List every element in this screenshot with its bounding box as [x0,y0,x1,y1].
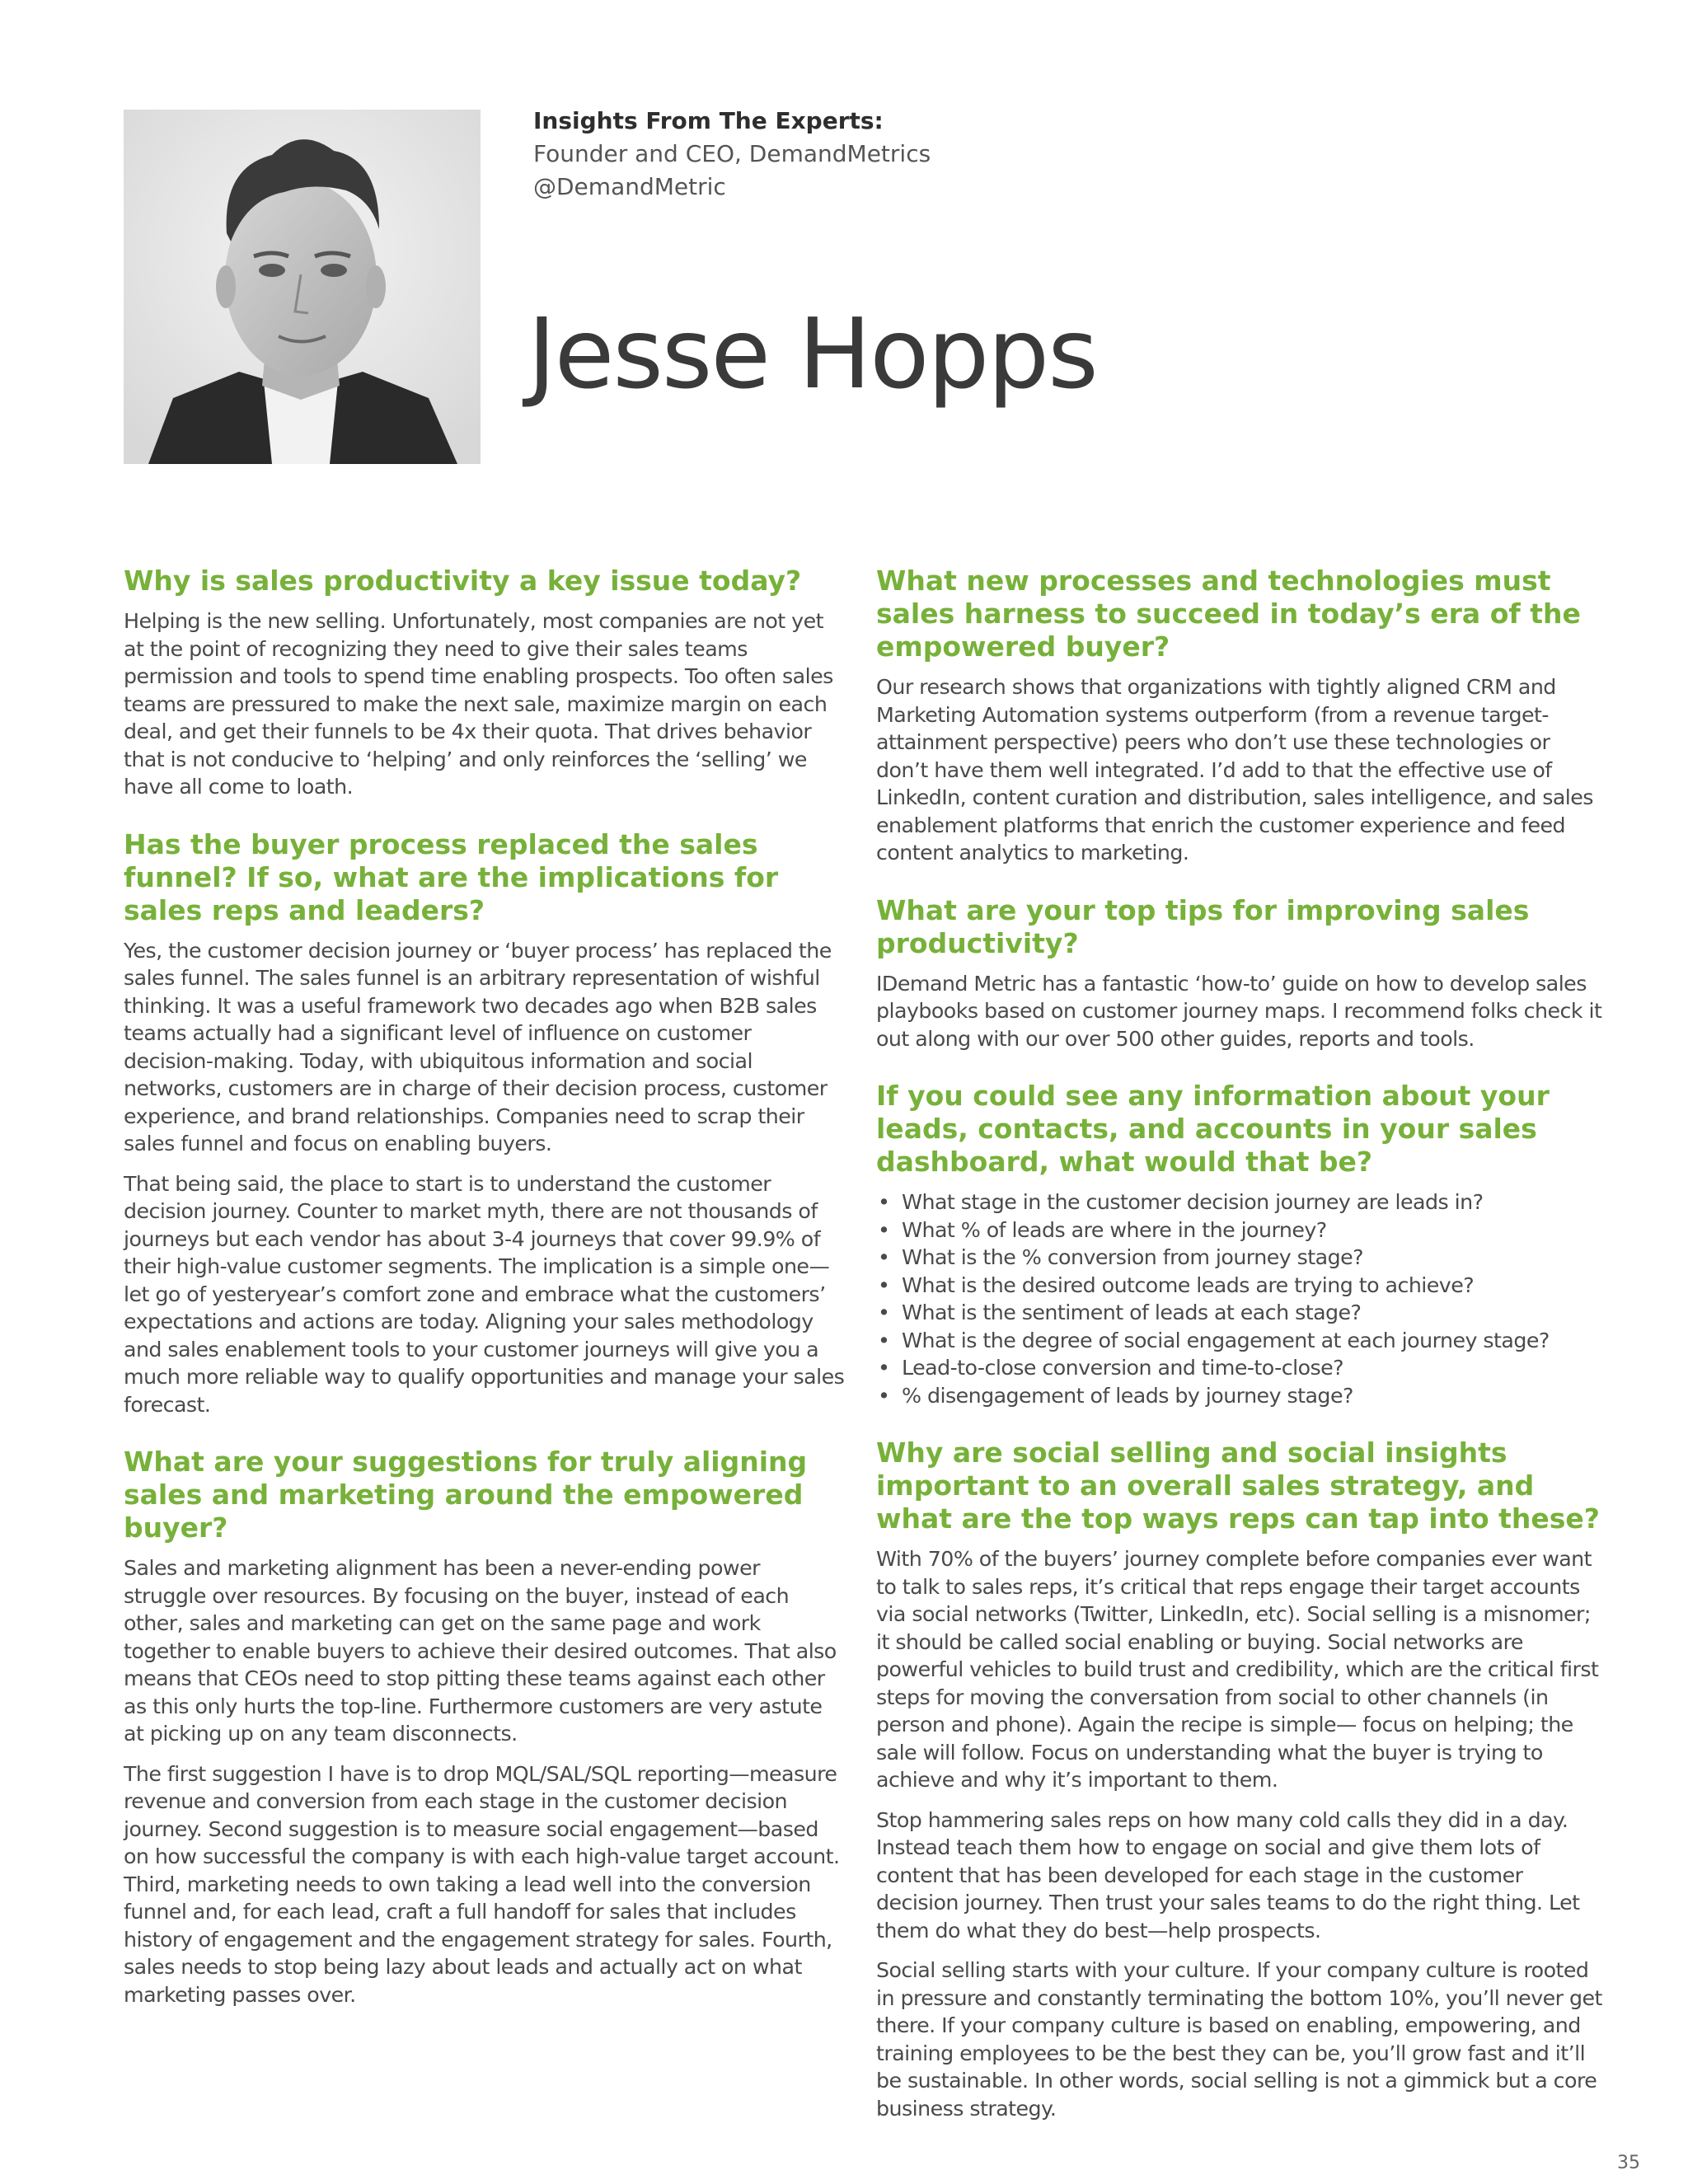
question-heading: If you could see any information about your leads, contacts, and accounts in your sales dashboard, what would that be? [876,1080,1550,1178]
answer-paragraph: IDemand Metric has a fantastic ‘how-to’ guide on how to develop sales playbooks based on customer journey maps. I recommend folks check it out along with our over 500 other guides, reports and tools. [876,971,1602,1051]
answer-paragraph: The first suggestion I have is to drop MQL/SAL/SQL reporting—measure revenue and conversion from each stage in the customer decision journey. Second suggestion is to measure social engagement—based on how successful the company is with each high-value target account. Third, marketing needs to own taking a lead well into the conversion funnel and, for each lead, craft a full handoff for sales that includes history of engagement and the engagement strategy for sales. Fourth, sales needs to stop being lazy about leads and actually act on what marketing passes over. [124,1761,840,2007]
bullet-glyph: • [878,1328,890,1352]
bullet-glyph: • [878,1272,890,1297]
answer-paragraph: Stop hammering sales reps on how many cold calls they did in a day. Instead teach them how to engage on social and give them lots of content that has been developed for each stage in the customer decision journey. Then trust your sales teams to do the right thing. Let them do what they do best—help prospects. [876,1807,1580,1943]
page-number: 35 [1617,2153,1640,2173]
bullet-glyph: • [878,1301,890,1324]
bullet-glyph: • [878,1245,890,1269]
right-column [876,565,1606,2135]
question-heading: Why is sales productivity a key issue today? [124,565,802,597]
portrait-photo [124,110,481,464]
list-item: • What stage in the customer decision journey are leads in? [876,1188,1606,1216]
answer-paragraph: Our research shows that organizations with tightly aligned CRM and Marketing Automation systems outperform (from a revenue target-attainment perspective) peers who don’t use these technologies or don’t have them well integrated. I’d add to that the effective use of LinkedIn, content curation and distribution, sales intelligence, and sales enablement platforms that enrich the customer experience and feed content analytics to marketing. [876,675,1593,865]
question-heading: What new processes and technologies must sales harness to succeed in today’s era of the empowered buyer? [876,565,1581,663]
bullet-glyph: • [878,1383,890,1408]
author-twitter-handle: @DemandMetric [533,173,726,200]
answer-paragraph: Yes, the customer decision journey or ‘buyer process’ has replaced the sales funnel. The sales funnel is an arbitrary representation of wishful thinking. It was a useful framework two decades ago when B2B sales teams actually had a significant level of influence on customer decision-making. Today, with ubiquitous information and social networks, customers are in charge of their decision process, customer experience, and brand relationships. Companies need to scrap their sales funnel and focus on enabling buyers. [124,938,832,1155]
answer-paragraph: That being said, the place to start is to understand the customer decision journey. Counter to market myth, there are not thousands of journeys but each vendor has about 3-4 journeys that cover 99.9% of their high-value customer segments. The implication is a simple one—let go of yesteryear’s comfort zone and embrace what the customers’ expectations and actions are today. Aligning your sales methodology and sales enablement tools to your customer journeys will give you a much more reliable way to qualify opportunities and manage your sales forecast. [124,1171,845,1417]
left-column [124,565,845,2021]
list-item: • What is the % conversion from journey stage? [876,1244,1606,1272]
answer-paragraph: Helping is the new selling. Unfortunately, most companies are not yet at the point of recognizing they need to give their sales teams permission and tools to spend time enabling prospects. Too often sales teams are pressured to make the next sale, maximize margin on each deal, and get their funnels to be 4x their quota. That drives behavior that is not conducive to ‘helping’ and only reinforces the ‘selling’ we have all come to loath. [124,609,833,799]
list-item: • Lead-to-close conversion and time-to-close? [876,1354,1606,1382]
question-heading: Why are social selling and social insights important to an overall sales strategy, and what are the top ways reps can tap into these? [876,1436,1600,1535]
answer-paragraph: With 70% of the buyers’ journey complete before companies ever want to talk to sales reps, it’s critical that reps engage their target accounts via social networks (Twitter, LinkedIn, etc). Social selling is a misnomer; it should be called social enabling or buying. Social networks are powerful vehicles to build trust and credibility, which are the critical first steps for moving the conversation from social to other channels (in person and phone). Again the recipe is simple— focus on helping; the sale will follow. Focus on understanding what the buyer is trying to achieve and why it’s important to them. [876,1547,1599,1792]
answer-paragraph: Sales and marketing alignment has been a never-ending power struggle over resources. By focusing on the buyer, instead of each other, sales and marketing can get on the same page and work together to enable buyers to achieve their desired outcomes. That also means that CEOs need to stop pitting these teams against each other as this only hurts the top-line. Furthermore customers are very astute at picking up on any team disconnects. [124,1556,837,1746]
question-heading: What are your suggestions for truly aligning sales and marketing around the empowered buyer? [124,1446,808,1544]
list-item: • What is the degree of social engagement at each journey stage? [876,1327,1606,1355]
insights-kicker: Insights From The Experts: [533,107,884,134]
author-role: Founder and CEO, DemandMetrics [533,140,931,167]
list-item: • What % of leads are where in the journey? [876,1216,1606,1244]
question-heading: What are your top tips for improving sales productivity? [876,893,1530,959]
dashboard-wishlist [876,1188,1606,1409]
list-item: • What is the sentiment of leads at each stage? [876,1299,1606,1327]
list-item: • What is the desired outcome leads are trying to achieve? [876,1272,1606,1300]
bullet-glyph: • [878,1190,890,1214]
answer-paragraph: Social selling starts with your culture. If your company culture is rooted in pressure and constantly terminating the bottom 10%, you’ll never get there. If your company culture is based on enabling, empowering, and training employees to be the best they can be, you’ll grow fast and it’ll be sustainable. In other words, social selling is not a gimmick but a core business strategy. [876,1958,1602,2121]
author-name: Jesse Hopps [528,297,1097,410]
list-item: • % disengagement of leads by journey stage? [876,1382,1606,1410]
bullet-glyph: • [878,1356,890,1380]
bullet-glyph: • [878,1217,890,1242]
portrait-illustration [124,110,481,464]
question-heading: Has the buyer process replaced the sales funnel? If so, what are the implications for sales reps and leaders? [124,827,779,926]
